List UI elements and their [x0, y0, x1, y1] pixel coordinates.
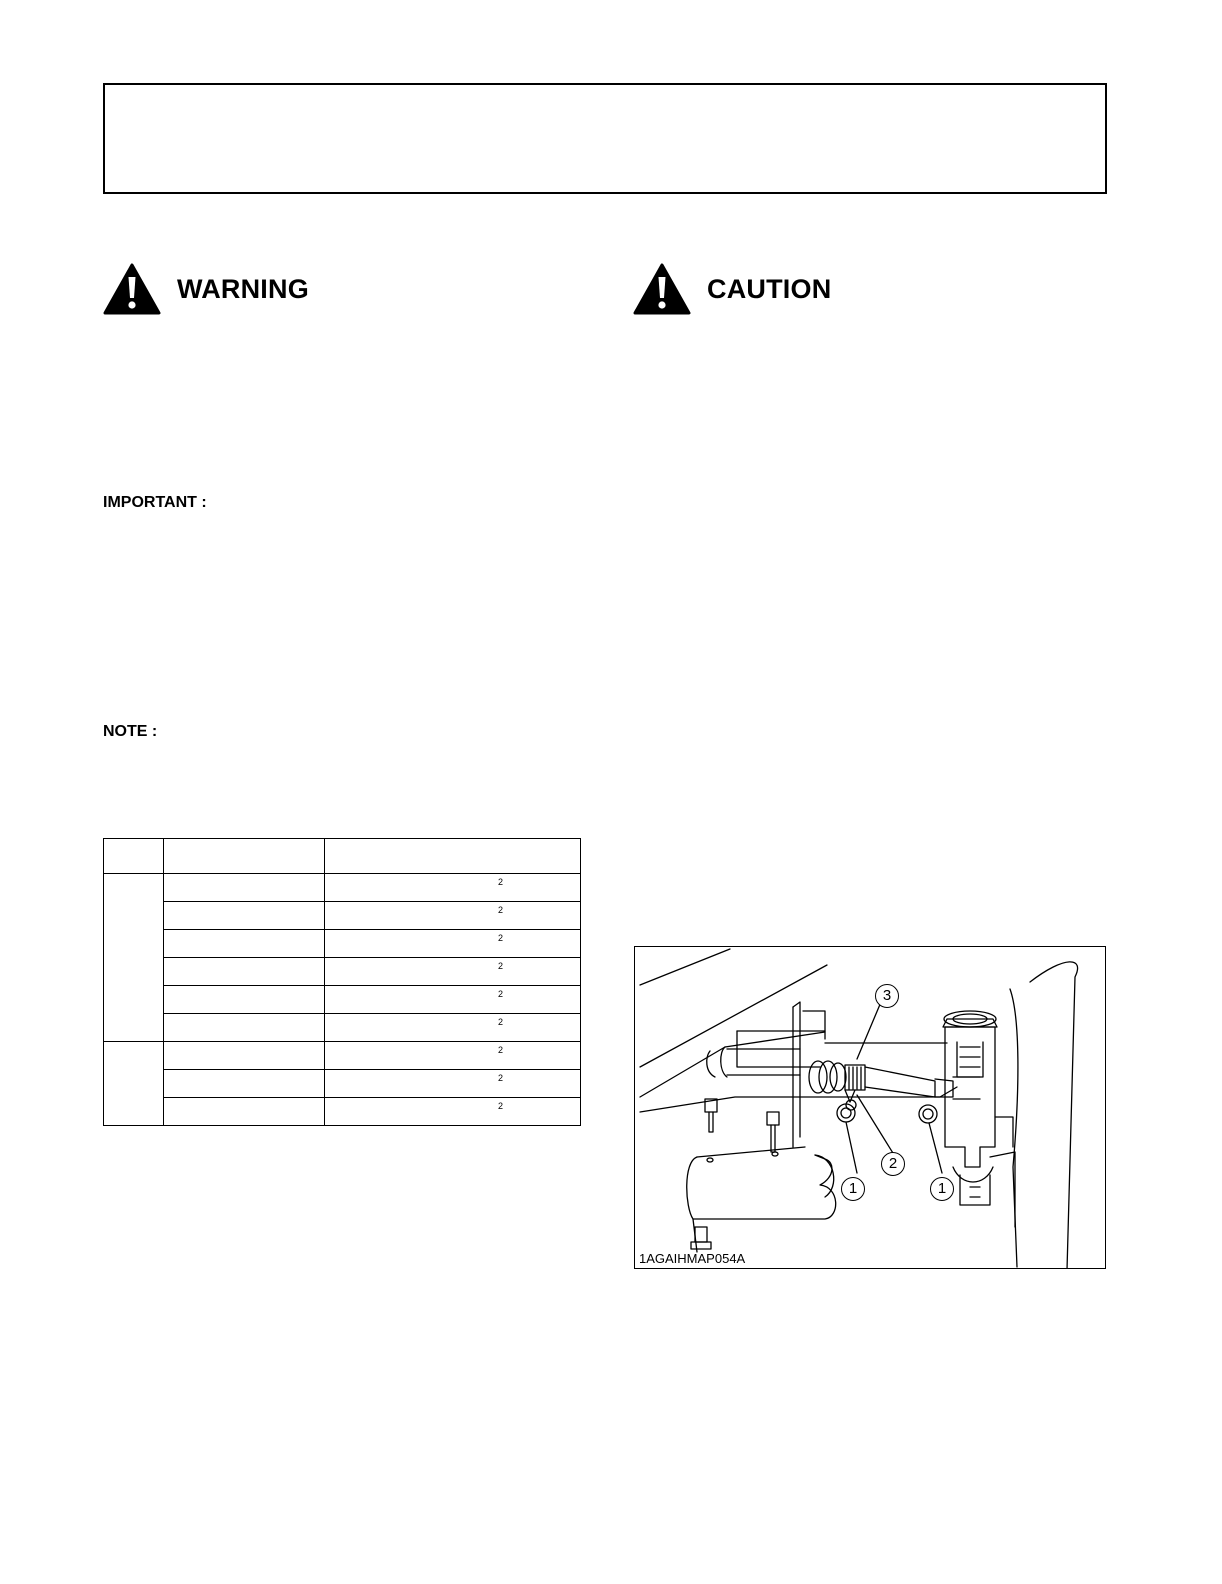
table-cell: [325, 986, 581, 1014]
unit-superscript: 2: [498, 877, 504, 887]
warning-heading: [103, 263, 309, 315]
table-cell: [164, 1042, 325, 1070]
table-cell: [325, 958, 581, 986]
table-row: [104, 1070, 581, 1098]
table-header-row: [104, 839, 581, 874]
important-label: IMPORTANT :: [103, 494, 207, 511]
table-cell: [164, 1014, 325, 1042]
table-cell: [164, 902, 325, 930]
table-group-cell: [104, 1042, 164, 1126]
caution-label: CAUTION: [707, 273, 832, 304]
table-header-cell: [104, 839, 164, 874]
table-cell: [164, 958, 325, 986]
caution-heading: [633, 263, 831, 315]
callout-number: 3: [875, 984, 899, 1008]
table-cell: [325, 874, 581, 902]
figure-code: 1AGAIHMAP054A: [639, 1251, 746, 1266]
warning-label: WARNING: [177, 273, 309, 304]
note-label: NOTE :: [103, 723, 158, 740]
table-group-cell: [104, 874, 164, 1042]
table-header-cell: [164, 839, 325, 874]
table-row: [104, 902, 581, 930]
mechanical-illustration: [634, 946, 1106, 1269]
callout-number: 1: [841, 1177, 865, 1201]
callout-number: 2: [881, 1152, 905, 1176]
unit-superscript: 2: [498, 1101, 504, 1111]
table-cell: [325, 1042, 581, 1070]
table-row: [104, 1014, 581, 1042]
table-cell: [325, 1014, 581, 1042]
unit-superscript: 2: [498, 933, 504, 943]
table-row: [104, 1098, 581, 1126]
table-row: [104, 874, 581, 902]
unit-superscript: 2: [498, 961, 504, 971]
unit-superscript: 2: [498, 1017, 504, 1027]
unit-superscript: 2: [498, 905, 504, 915]
caution-triangle-icon: [633, 263, 691, 315]
unit-superscript: 2: [498, 989, 504, 999]
table-cell: [164, 874, 325, 902]
table-cell: [325, 930, 581, 958]
table-cell: [164, 1070, 325, 1098]
table-row: [104, 930, 581, 958]
unit-superscript: 2: [498, 1045, 504, 1055]
illustration-drawing: [635, 947, 1106, 1269]
table-cell: [325, 1098, 581, 1126]
table-row: [104, 986, 581, 1014]
table-row: [104, 958, 581, 986]
table-cell: [325, 902, 581, 930]
warning-triangle-icon: [103, 263, 161, 315]
table-cell: [164, 1098, 325, 1126]
callout-number: 1: [930, 1177, 954, 1201]
table-header-cell: [325, 839, 581, 874]
spec-table: [103, 838, 581, 1126]
header-box: [103, 83, 1107, 194]
table-cell: [164, 930, 325, 958]
table-cell: [164, 986, 325, 1014]
table-cell: [325, 1070, 581, 1098]
table-row: [104, 1042, 581, 1070]
unit-superscript: 2: [498, 1073, 504, 1083]
